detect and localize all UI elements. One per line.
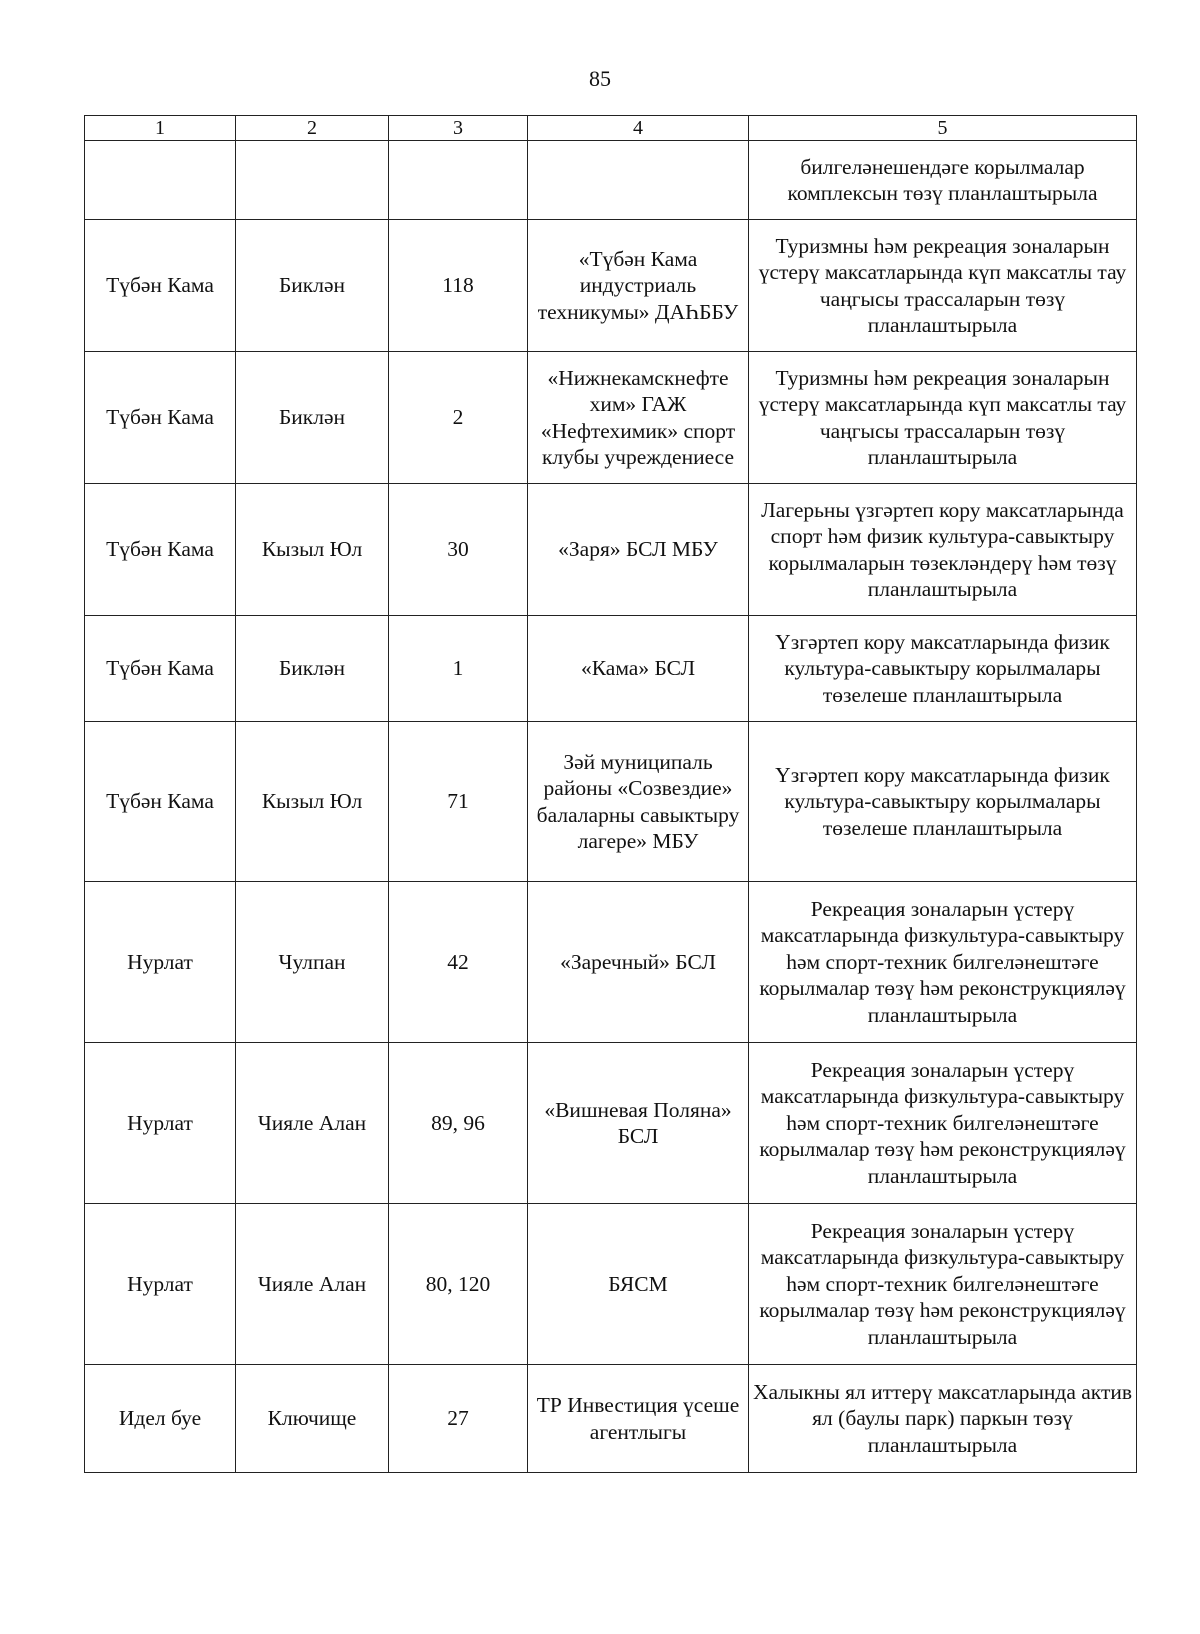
column-header: 3 (389, 116, 528, 141)
table-row (85, 1043, 1137, 1204)
column-header: 2 (236, 116, 389, 141)
table-cell: Түбән Кама (85, 616, 236, 722)
table-cell: Чияле Алан (236, 1043, 389, 1204)
table-cell: Туризмны һәм рекреация зоналарын үстерү максатларында күп максатлы тау чаңгысы трассаларын төзү планлаштырыла (749, 220, 1137, 352)
table-cell: Чулпан (236, 882, 389, 1043)
table-cell: Рекреация зоналарын үстерү максатларында физкультура-савыктыру һәм спорт-техник билгеләнештәге корылмалар төзү һәм реконструкцияләү планлаштырыла (749, 882, 1137, 1043)
table-cell: Лагерьны үзгәртеп кору максатларында спорт һәм физик культура-савыктыру корылмаларын төзекләндерү һәм төзү планлаштырыла (749, 484, 1137, 616)
table-cell: 118 (389, 220, 528, 352)
table-cell: «Заречный» БСЛ (528, 882, 749, 1043)
table-cell: 80, 120 (389, 1204, 528, 1365)
table-cell: 27 (389, 1365, 528, 1473)
table-cell: Нурлат (85, 1204, 236, 1365)
table-cell: Биклән (236, 352, 389, 484)
table-cell: «Нижнекамскнефте хим» ГАЖ «Нефтехимик» спорт клубы учреждениесе (528, 352, 749, 484)
table-cell: Рекреация зоналарын үстерү максатларында физкультура-савыктыру һәм спорт-техник билгеләнештәге корылмалар төзү һәм реконструкцияләү планлаштырыла (749, 1204, 1137, 1365)
table-cell: Рекреация зоналарын үстерү максатларында физкультура-савыктыру һәм спорт-техник билгеләнештәге корылмалар төзү һәм реконструкцияләү планлаштырыла (749, 1043, 1137, 1204)
table-cell: Түбән Кама (85, 352, 236, 484)
table-cell: билгеләнешендәге корылмалар комплексын төзү планлаштырыла (749, 141, 1137, 220)
table-cell: Түбән Кама (85, 220, 236, 352)
column-header: 1 (85, 116, 236, 141)
table-cell: 89, 96 (389, 1043, 528, 1204)
table-row (85, 616, 1137, 722)
table-cell: Зәй муниципаль районы «Созвездие» балаларны савыктыру лагере» МБУ (528, 722, 749, 882)
table-cell: Ключище (236, 1365, 389, 1473)
table-cell: Туризмны һәм рекреация зоналарын үстерү максатларында күп максатлы тау чаңгысы трассаларын төзү планлаштырыла (749, 352, 1137, 484)
table-row (85, 352, 1137, 484)
table-cell: 2 (389, 352, 528, 484)
table-cell (85, 141, 236, 220)
table-cell: 42 (389, 882, 528, 1043)
table-cell: Чияле Алан (236, 1204, 389, 1365)
table-cell: Кызыл Юл (236, 722, 389, 882)
table-cell (236, 141, 389, 220)
table-cell: Идел буе (85, 1365, 236, 1473)
page-number: 85 (589, 66, 611, 91)
column-header: 4 (528, 116, 749, 141)
table-cell: Үзгәртеп кору максатларында физик культура-савыктыру корылмалары төзелеше планлаштырыла (749, 722, 1137, 882)
table-row (85, 484, 1137, 616)
table-cell (528, 141, 749, 220)
table-cell: Нурлат (85, 1043, 236, 1204)
table-cell: Халыкны ял иттерү максатларында актив ял (баулы парк) паркын төзү планлаштырыла (749, 1365, 1137, 1473)
table-cell: 1 (389, 616, 528, 722)
table-cell: БЯСМ (528, 1204, 749, 1365)
table-cell: Түбән Кама (85, 484, 236, 616)
table-cell: «Түбән Кама индустриаль техникумы» ДАҺББУ (528, 220, 749, 352)
table-cell: Түбән Кама (85, 722, 236, 882)
table-cell: 30 (389, 484, 528, 616)
table-cell: Үзгәртеп кору максатларында физик культура-савыктыру корылмалары төзелеше планлаштырыла (749, 616, 1137, 722)
table-row (85, 1204, 1137, 1365)
data-table (84, 115, 1137, 1473)
table-row (85, 220, 1137, 352)
table-cell: «Вишневая Поляна» БСЛ (528, 1043, 749, 1204)
table-header-row (85, 116, 1137, 141)
table-cell: ТР Инвестиция үсеше агентлыгы (528, 1365, 749, 1473)
table-row (85, 141, 1137, 220)
table-cell: Нурлат (85, 882, 236, 1043)
table-cell: 71 (389, 722, 528, 882)
table-row (85, 1365, 1137, 1473)
column-header: 5 (749, 116, 1137, 141)
table-row (85, 882, 1137, 1043)
table-cell: Биклән (236, 616, 389, 722)
table-row (85, 722, 1137, 882)
table-cell: Кызыл Юл (236, 484, 389, 616)
table-cell: «Кама» БСЛ (528, 616, 749, 722)
table-cell (389, 141, 528, 220)
table-cell: Биклән (236, 220, 389, 352)
table-cell: «Заря» БСЛ МБУ (528, 484, 749, 616)
